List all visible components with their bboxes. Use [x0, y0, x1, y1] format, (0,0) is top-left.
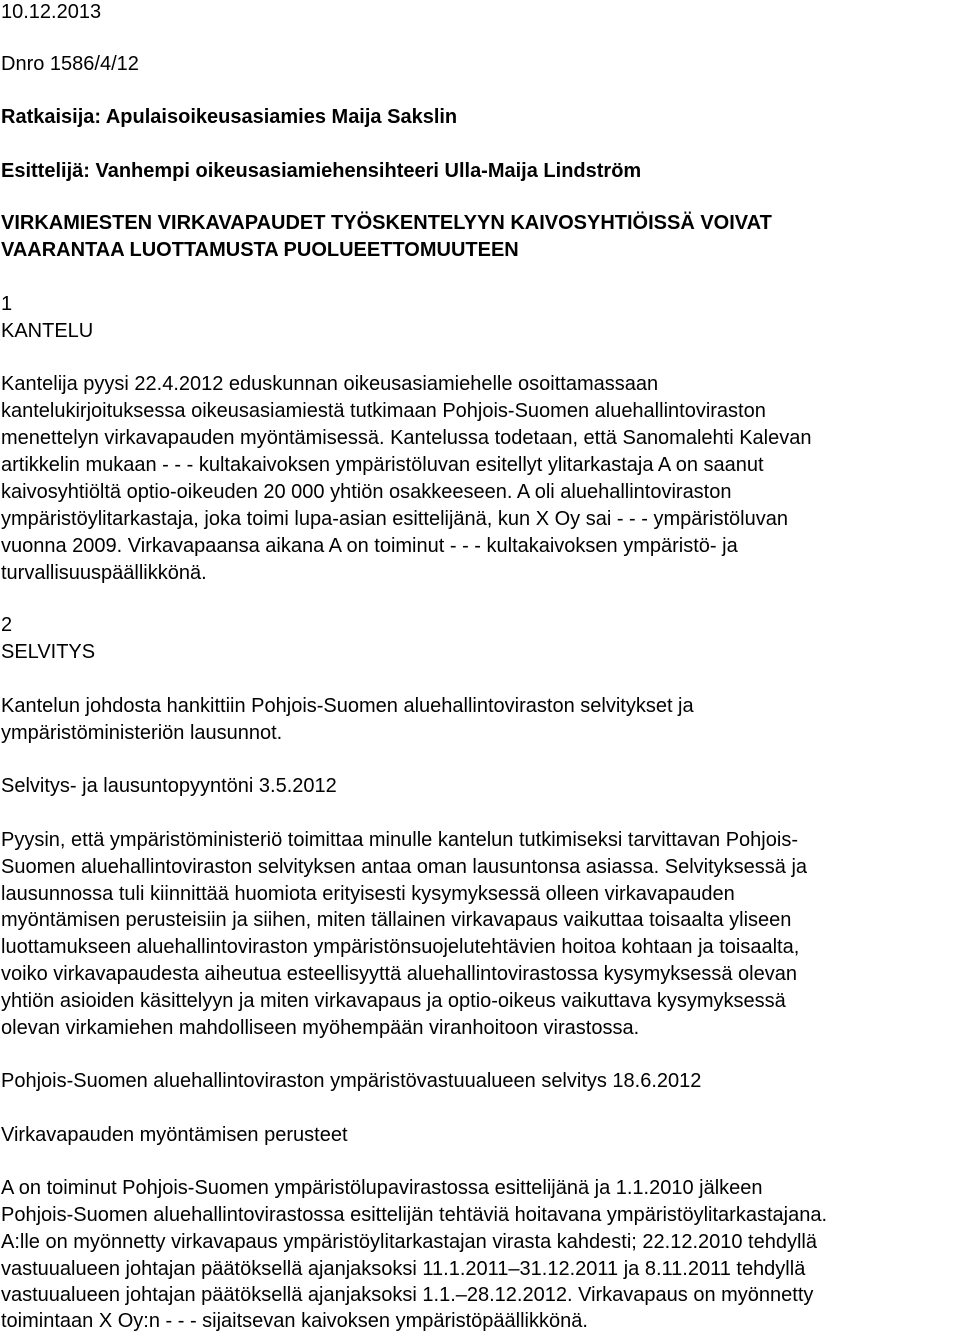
document-title-line-1: VIRKAMIESTEN VIRKAVAPAUDET TYÖSKENTELYYN KAIVOSYHTIÖISSÄ VOIVAT [1, 212, 772, 234]
document-reference-number: Dnro 1586/4/12 [1, 53, 139, 75]
subheading-environment-report: Pohjois-Suomen aluehallintoviraston ympäristövastuualueen selvitys 18.6.2012 [1, 1070, 702, 1092]
request-paragraph-line: olevan virkamiehen mahdolliseen myöhempään viranhoitoon virastossa. [1, 1017, 640, 1039]
section-1-paragraph-line: turvallisuuspäällikkönä. [1, 562, 207, 584]
request-paragraph-line: voiko virkavapaudesta aiheutua esteellisyyttä aluehallintovirastossa kysymyksessä olevan [1, 963, 797, 985]
section-1-paragraph-line: menettelyn virkavapauden myöntämisessä. Kantelussa todetaan, että Sanomalehti Kalevan [1, 427, 812, 449]
subheading-request: Selvitys- ja lausuntopyyntöni 3.5.2012 [1, 775, 337, 797]
subheading-leave-grounds: Virkavapauden myöntämisen perusteet [1, 1124, 348, 1146]
section-2-number: 2 [1, 614, 13, 636]
final-paragraph-line: vastuualueen johtajan päätöksellä ajanjaksoksi 1.1.–28.12.2012. Virkavapaus on myönnetty [1, 1284, 814, 1306]
section-1-paragraph-line: vuonna 2009. Virkavapaansa aikana A on toiminut - - - kultakaivoksen ympäristö- ja [1, 535, 738, 557]
section-1-paragraph-line: Kantelija pyysi 22.4.2012 eduskunnan oikeusasiamiehelle osoittamassaan [1, 373, 659, 395]
request-paragraph-line: Suomen aluehallintoviraston selvityksen antaa oman lausuntonsa asiassa. Selvityksessä ja [1, 856, 808, 878]
document-date: 10.12.2013 [1, 1, 102, 23]
section-1-paragraph-line: kaivosyhtiöltä optio-oikeuden 20 000 yhtiön osakkeeseen. A oli aluehallintoviraston [1, 481, 732, 503]
section-1-heading: KANTELU [1, 320, 94, 342]
section-1-number: 1 [1, 293, 13, 315]
request-paragraph-line: luottamukseen aluehallintoviraston ympäristönsuojelutehtävien hoitoa kohtaan ja toisaalta, [1, 936, 800, 958]
final-paragraph-line: Pohjois-Suomen aluehallintovirastossa esittelijän tehtäviä hoitavana ympäristöylitarkastajana. [1, 1204, 828, 1226]
section-2-intro-line: Kantelun johdosta hankittiin Pohjois-Suomen aluehallintoviraston selvitykset ja [1, 695, 694, 717]
section-1-paragraph-line: ympäristöylitarkastaja, joka toimi lupa-asian esittelijänä, kun X Oy sai - - - ympäristöluvan [1, 508, 788, 530]
request-paragraph-line: lausunnossa tuli kiinnittää huomiota erityisesti kysymyksessä olleen virkavapauden [1, 883, 735, 905]
section-2-intro-line: ympäristöministeriön lausunnot. [1, 722, 283, 744]
presenter: Esittelijä: Vanhempi oikeusasiamiehensihteeri Ulla-Maija Lindström [1, 160, 642, 182]
final-paragraph-line: A on toiminut Pohjois-Suomen ympäristölupavirastossa esittelijänä ja 1.1.2010 jälkeen [1, 1177, 763, 1199]
section-2-heading: SELVITYS [1, 641, 96, 663]
request-paragraph-line: yhtiön asioiden käsittelyyn ja miten virkavapaus ja optio-oikeus vaikuttava kysymyksessä [1, 990, 786, 1012]
decision-maker: Ratkaisija: Apulaisoikeusasiamies Maija Sakslin [1, 106, 458, 128]
final-paragraph-line: vastuualueen johtajan päätöksellä ajanjaksoksi 11.1.2011–31.12.2011 ja 8.11.2011 tehdyllä [1, 1258, 806, 1280]
section-1-paragraph-line: kantelukirjoituksessa oikeusasiamiestä tutkimaan Pohjois-Suomen aluehallintoviraston [1, 400, 766, 422]
final-paragraph-line: toimintaan X Oy:n - - - sijaitsevan kaivoksen ympäristöpäällikkönä. [1, 1310, 588, 1332]
final-paragraph-line: A:lle on myönnetty virkavapaus ympäristöylitarkastajan virasta kahdesti; 22.12.2010 tehdyllä [1, 1231, 817, 1253]
request-paragraph-line: myöntämisen perusteisiin ja siihen, miten tällainen virkavapaus vaikuttaa toisaalta yliseen [1, 909, 792, 931]
request-paragraph-line: Pyysin, että ympäristöministeriö toimittaa minulle kantelun tutkimiseksi tarvittavan Pohjois- [1, 829, 798, 851]
document-title-line-2: VAARANTAA LUOTTAMUSTA PUOLUEETTOMUUTEEN [1, 239, 519, 261]
section-1-paragraph-line: artikkelin mukaan - - - kultakaivoksen ympäristöluvan esitellyt ylitarkastaja A on saanut [1, 454, 764, 476]
